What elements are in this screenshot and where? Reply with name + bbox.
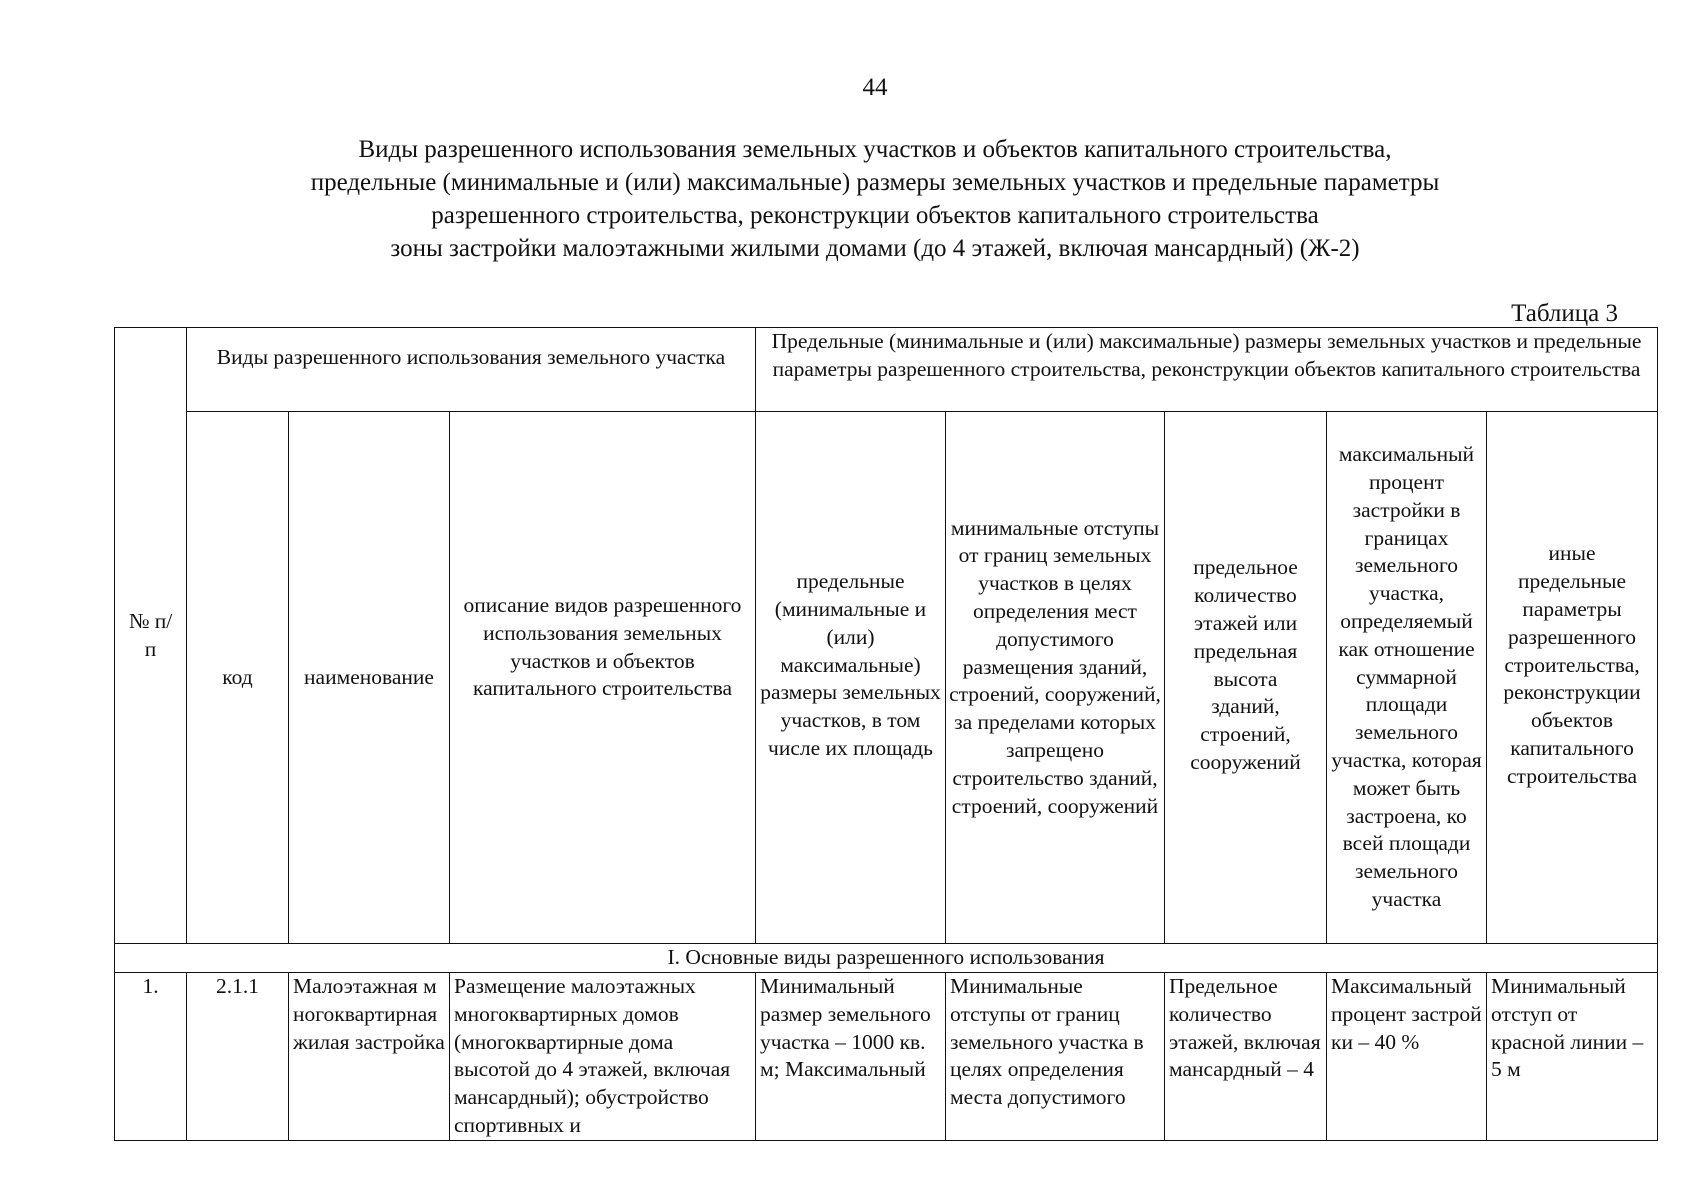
page-number: 44 [862,74,888,101]
title-line: разрешенного строительства, реконструкции объектов капитального строительства [431,202,1319,229]
cell-name: Малоэтажная многоквартирная жилая застройка [289,973,450,1141]
header-size: предельные (минимальные и (или) максимальные) размеры земельных участков, в том числе их площадь [756,412,946,944]
cell-floors: Предельное количество этажей, включая мансардный – 4 [1165,973,1327,1141]
land-use-table [114,327,1658,1141]
document-title [0,133,1697,265]
header-code: код [187,412,289,944]
header-name: наименование [289,412,450,944]
title-line: Виды разрешенного использования земельных участков и объектов капитального строительства, [358,136,1392,163]
table-row [115,973,1658,1141]
cell-coverage: Максимальный процент застройки – 40 % [1327,973,1487,1141]
cell-num: 1. [115,973,187,1141]
section-title: I. Основные виды разрешенного использования [115,944,1658,973]
cell-setbacks: Минимальные отступы от границ земельного участка в целях определения места допустимого [946,973,1165,1141]
header-description: описание видов разрешенного использования земельных участков и объектов капитального строительства [450,412,756,944]
title-line: предельные (минимальные и (или) максимальные) размеры земельных участков и предельные параметры [310,169,1440,196]
cell-code: 2.1.1 [187,973,289,1141]
cell-other: Минимальный отступ от красной линии – 5 м [1487,973,1658,1141]
header-setbacks: минимальные отступы от границ земельных участков в целях определения мест допустимого размещения зданий, строений, сооружений, за пределами которых запрещено строительство зданий, строений, сооружений [946,412,1165,944]
cell-description: Размещение малоэтажных многоквартирных домов (многоквартирные дома высотой до 4 этажей, включая мансардный); обустройство спортивных и [450,973,756,1141]
header-floors: предельное количество этажей или предельная высота зданий, строений, сооружений [1165,412,1327,944]
title-line: зоны застройки малоэтажными жилыми домами (до 4 этажей, включая мансардный) (Ж-2) [390,235,1360,262]
table-label: Таблица 3 [1511,300,1618,327]
header-other: иные предельные параметры разрешенного строительства, реконструкции объектов капитального строительства [1487,412,1658,944]
header-coverage: максимальный процент застройки в границах земельного участка, определяемый как отношение суммарной площади земельного участка, которая может быть застроена, ко всей площади земельного участка [1327,412,1487,944]
cell-size: Минимальный размер земельного участка – 1000 кв. м; Максимальный [756,973,946,1141]
header-group-usage: Виды разрешенного использования земельного участка [187,328,756,412]
header-group-params: Предельные (минимальные и (или) максимальные) размеры земельных участков и предельные параметры разрешенного строительства, реконструкции объектов капитального строительства [756,328,1658,412]
header-num: № п/п [115,328,187,944]
